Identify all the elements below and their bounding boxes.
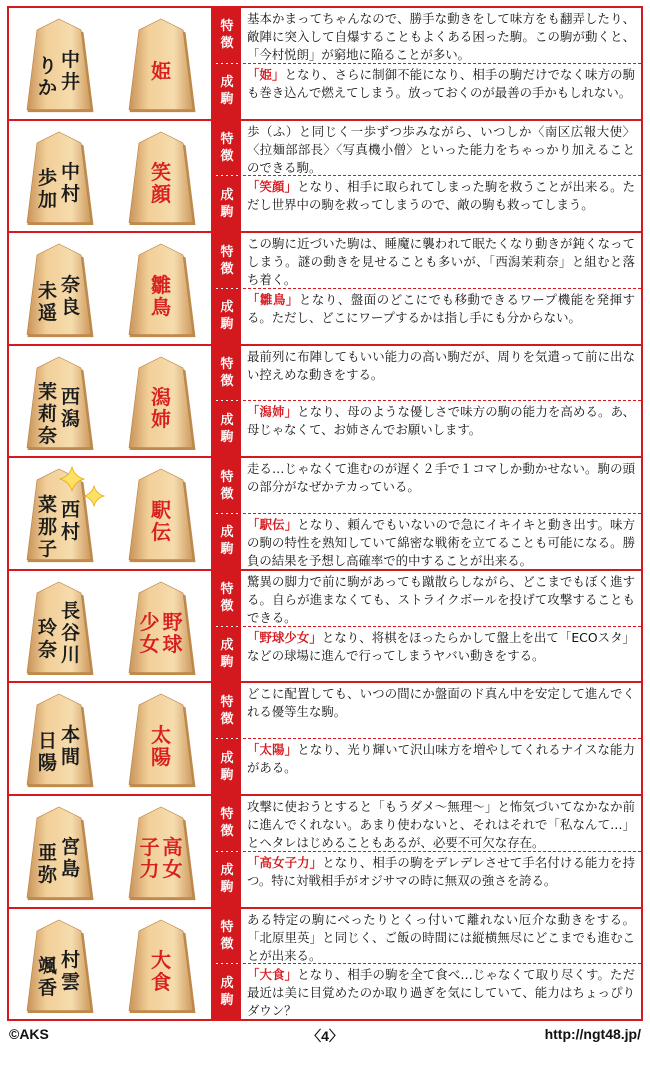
feature-text: 攻撃に使おうとすると「もうダメ〜無理〜」と怖気づいてなかなか前に進んでくれない。あまり使わないと、それはそれで「私なんて…」とヘタレはじめることもあるが、必要不可欠な存在。 — [247, 798, 635, 850]
label-character: 徴 — [220, 36, 234, 52]
character: 村 — [60, 949, 80, 972]
promotion-label — [213, 289, 241, 344]
character: 大 — [151, 948, 171, 973]
label-character: 特 — [220, 357, 234, 373]
character: 女 — [162, 857, 183, 882]
promotion-text — [241, 289, 641, 344]
character-column — [139, 611, 161, 655]
promotion-description: となり、将棋をほったらかして盤上を出て「ECOスタ」などの球場に進んで行ってしまうヤバい動きをする。 — [247, 629, 636, 663]
piece-pair — [9, 8, 213, 119]
piece-characters — [126, 263, 196, 328]
character-column — [60, 274, 82, 318]
character-column — [37, 943, 59, 999]
character: 香 — [37, 977, 57, 1000]
character: 女 — [139, 632, 160, 657]
promotion-section — [213, 63, 641, 119]
character: 伝 — [151, 519, 171, 544]
label-character: 成 — [220, 75, 234, 91]
promotion-section — [213, 288, 641, 344]
character-column — [162, 836, 184, 880]
name-piece — [24, 242, 94, 338]
label-character: 徴 — [220, 711, 234, 727]
character: 奈 — [60, 273, 80, 296]
piece-pair — [9, 796, 213, 907]
piece-characters — [126, 713, 196, 778]
promotion-label — [213, 852, 241, 907]
label-character: 徴 — [220, 936, 234, 952]
feature-section — [213, 571, 641, 626]
details — [213, 346, 641, 457]
piece-characters — [24, 601, 94, 666]
character: 中 — [60, 48, 80, 71]
feature-label — [213, 8, 241, 63]
character-column — [150, 60, 172, 82]
details — [213, 233, 641, 344]
feature-section — [213, 346, 641, 401]
character: 姉 — [151, 407, 171, 432]
character: 雲 — [60, 971, 80, 994]
feature-label — [213, 683, 241, 738]
promoted-piece — [126, 805, 196, 901]
character-column — [60, 949, 82, 993]
feature-label — [213, 346, 241, 401]
character-table — [7, 6, 643, 1021]
character: 島 — [60, 858, 80, 881]
label-character: 成 — [220, 863, 234, 879]
character: 顔 — [151, 182, 171, 207]
label-character: 駒 — [220, 92, 234, 108]
piece-characters — [126, 38, 196, 103]
site-url: http://ngt48.jp/ — [544, 1026, 641, 1042]
character: 間 — [60, 745, 80, 768]
promoted-name-highlight: 「姫」 — [247, 66, 285, 82]
character: 颯 — [37, 955, 57, 978]
feature-label — [213, 233, 241, 288]
promoted-piece — [126, 918, 196, 1014]
promotion-label — [213, 627, 241, 682]
character-column — [150, 499, 172, 543]
name-piece — [24, 355, 94, 451]
character-column — [37, 43, 59, 99]
label-character: 特 — [220, 807, 234, 823]
promotion-description: となり、盤面のどこにでも移動できるワープ機能を発揮する。ただし、どこにワープするかは指し手にも分からない。 — [247, 291, 636, 325]
character-column — [60, 836, 82, 880]
character: 高 — [162, 835, 183, 860]
label-character: 駒 — [220, 542, 234, 558]
character: 長 — [60, 600, 80, 623]
copyright: ©AKS — [9, 1026, 49, 1042]
promotion-description: となり、相手の駒を全て食べ…じゃなくて取り尽くす。ただ最近は美に目覚めたのか取り過ぎを気にしていて、能力はちょっぴりダウン？ — [247, 967, 635, 1019]
piece-characters — [126, 826, 196, 891]
label-character: 徴 — [220, 599, 234, 615]
promotion-section — [213, 851, 641, 907]
feature-text: 驚異の脚力で前に駒があっても蹴散らしながら、どこまでもぼく進する。自らが進まなくても、ストライクボールを投げて攻撃することもできる。 — [247, 573, 635, 625]
page-number: 〈4〉 — [307, 1028, 343, 1044]
feature-section — [213, 683, 641, 738]
promotion-description: となり、相手に取られてしまった駒を救うことが出来る。ただし世界中の駒を救ってしまうので、敵の駒も救ってしまう。 — [247, 179, 636, 213]
footer — [0, 1023, 650, 1045]
promotion-label — [213, 64, 241, 119]
character-column — [37, 718, 59, 774]
character: 子 — [139, 835, 160, 860]
feature-text: この駒に近づいた駒は、睡魔に襲われて眠たくなり動きが鈍くなってしまう。謎の動きを見せることも多いが、「西潟茉莉奈」と組むと落ち着く。 — [247, 236, 635, 288]
promotion-text — [241, 64, 641, 119]
character-column — [139, 836, 161, 880]
label-character: 徴 — [220, 261, 234, 277]
promoted-piece — [126, 17, 196, 113]
character-column — [37, 268, 59, 324]
character: 奈 — [37, 425, 57, 448]
piece-pair — [9, 121, 213, 232]
feature-label — [213, 796, 241, 851]
character-row — [9, 569, 641, 682]
character-column — [37, 830, 59, 886]
feature-text: どこに配置しても、いつの間にか盤面のド真ん中を安定して進んでくれる優等生な駒。 — [247, 686, 635, 720]
feature-label — [213, 121, 241, 176]
feature-section — [213, 8, 641, 63]
character: 宮 — [60, 836, 80, 859]
character-column — [150, 724, 172, 768]
character-column — [60, 386, 82, 430]
promoted-name-highlight: 「太陽」 — [247, 742, 298, 758]
feature-section — [213, 796, 641, 851]
label-character: 特 — [220, 919, 234, 935]
feature-text: 最前列に布陣してもいい能力の高い駒だが、周りを気遣って前に出ない控えめな動きをする。 — [247, 348, 635, 382]
character: り — [37, 54, 57, 77]
character: 村 — [60, 183, 80, 206]
character: 野 — [162, 610, 183, 635]
label-character: 成 — [220, 412, 234, 428]
piece-pair — [9, 909, 213, 1020]
details — [213, 458, 641, 569]
label-character: 駒 — [220, 429, 234, 445]
feature-text: ある特定の駒にべったりとくっ付いて離れない厄介な動きをする。「北原里英」と同じく、ご飯の時間には縦横無尽にどこまでも進むことが出来る。 — [247, 911, 635, 963]
character: 潟 — [151, 385, 171, 410]
name-piece — [24, 692, 94, 788]
promotion-text — [241, 627, 641, 682]
label-character: 徴 — [220, 148, 234, 164]
character-row — [9, 8, 641, 119]
character-row — [9, 794, 641, 907]
promoted-piece — [126, 355, 196, 451]
character: 子 — [37, 537, 57, 560]
promotion-text — [241, 176, 641, 231]
feature-section — [213, 121, 641, 176]
promoted-piece — [126, 692, 196, 788]
promoted-piece — [126, 467, 196, 563]
character: 笑 — [151, 160, 171, 185]
promotion-text — [241, 401, 641, 456]
details — [213, 796, 641, 907]
promoted-name-highlight: 「高女子力」 — [247, 854, 323, 870]
promoted-piece — [126, 242, 196, 338]
promoted-piece — [126, 130, 196, 226]
piece-characters — [126, 151, 196, 216]
label-character: 成 — [220, 525, 234, 541]
name-piece — [24, 805, 94, 901]
character: 陽 — [37, 751, 57, 774]
promotion-description: となり、光り輝いて沢山味方を増やしてくれるナイスな能力がある。 — [247, 742, 635, 776]
details — [213, 909, 641, 1020]
character: 日 — [37, 729, 57, 752]
character: 力 — [139, 857, 160, 882]
name-piece — [24, 918, 94, 1014]
promotion-description: となり、さらに制御不能になり、相手の駒だけでなく味方の駒も巻き込んで燃えてしまう。放っておくのが最善の手かもしれない。 — [247, 66, 636, 100]
promoted-name-highlight: 「潟姉」 — [247, 404, 298, 420]
piece-pair — [9, 346, 213, 457]
character-column — [150, 949, 172, 993]
character: 西 — [60, 498, 80, 521]
label-character: 駒 — [220, 992, 234, 1008]
promotion-text — [241, 852, 641, 907]
promotion-description: となり、相手の駒をデレデレさせて手名付ける能力を持つ。特に対戦相手がオジサマの時に無双の強さを誇る。 — [247, 854, 635, 888]
label-character: 成 — [220, 187, 234, 203]
character: か — [37, 76, 57, 99]
character-row — [9, 456, 641, 569]
details — [213, 571, 641, 682]
promotion-text — [241, 739, 641, 794]
label-character: 成 — [220, 300, 234, 316]
promoted-name-highlight: 「野球少女」 — [247, 629, 322, 645]
character: 球 — [162, 632, 183, 657]
character: 村 — [60, 520, 80, 543]
character: 奈 — [37, 639, 57, 662]
promotion-text — [241, 514, 641, 569]
label-character: 駒 — [220, 654, 234, 670]
character-column — [150, 386, 172, 430]
piece-pair — [9, 683, 213, 794]
label-character: 特 — [220, 244, 234, 260]
character-column — [60, 724, 82, 768]
character-column — [37, 605, 59, 661]
character: 歩 — [37, 167, 57, 190]
character: 本 — [60, 723, 80, 746]
character: 玲 — [37, 617, 57, 640]
character: 川 — [60, 644, 80, 667]
character-row — [9, 119, 641, 232]
piece-characters — [24, 826, 94, 891]
character-column — [60, 49, 82, 93]
details — [213, 8, 641, 119]
character: 駅 — [151, 497, 171, 522]
character-column — [150, 274, 172, 318]
details — [213, 683, 641, 794]
details — [213, 121, 641, 232]
character: 菜 — [37, 493, 57, 516]
label-character: 成 — [220, 750, 234, 766]
character: 中 — [60, 161, 80, 184]
character: 遥 — [37, 301, 57, 324]
character: 亜 — [37, 842, 57, 865]
character: 潟 — [60, 408, 80, 431]
character-column — [150, 161, 172, 205]
promotion-section — [213, 738, 641, 794]
character-column — [60, 161, 82, 205]
label-character: 徴 — [220, 824, 234, 840]
character: 井 — [60, 70, 80, 93]
promotion-description: となり、頼んでもいないので急にイキイキと動き出す。味方の駒の特性を熟知していて綿密な戦術を立てることも可能になる。勝負の結果を予想し高確率で的中することが出来る。 — [247, 517, 635, 569]
feature-label — [213, 458, 241, 513]
name-piece — [24, 130, 94, 226]
label-character: 徴 — [220, 486, 234, 502]
character-column — [37, 155, 59, 211]
promotion-section — [213, 963, 641, 1019]
name-piece — [24, 580, 94, 676]
label-character: 特 — [220, 469, 234, 485]
feature-section — [213, 233, 641, 288]
piece-pair — [9, 233, 213, 344]
piece-characters — [24, 713, 94, 778]
character: 雛 — [151, 272, 171, 297]
name-piece — [24, 17, 94, 113]
character: 弥 — [37, 864, 57, 887]
character: 未 — [37, 279, 57, 302]
feature-label — [213, 909, 241, 964]
character: 太 — [151, 722, 171, 747]
character: 谷 — [60, 622, 80, 645]
label-character: 成 — [220, 975, 234, 991]
label-character: 駒 — [220, 767, 234, 783]
piece-characters — [24, 263, 94, 328]
promotion-section — [213, 626, 641, 682]
promoted-name-highlight: 「駅伝」 — [247, 517, 298, 533]
promotion-description: となり、母のような優しさで味方の駒の能力を高める。あ、母じゃなくて、お姉さんでお願いします。 — [247, 404, 635, 438]
character-row — [9, 344, 641, 457]
character: 加 — [37, 189, 57, 212]
piece-characters — [126, 488, 196, 553]
label-character: 特 — [220, 694, 234, 710]
promotion-label — [213, 514, 241, 569]
label-character: 駒 — [220, 317, 234, 333]
feature-section — [213, 909, 641, 964]
promoted-name-highlight: 「雛鳥」 — [247, 291, 299, 307]
piece-characters — [24, 376, 94, 448]
label-character: 特 — [220, 131, 234, 147]
piece-characters — [24, 38, 94, 103]
character-column — [60, 600, 82, 666]
promoted-piece — [126, 580, 196, 676]
feature-text: 基本かまってちゃんなので、勝手な動きをして味方をも翻弄したり、敵陣に突入して自爆することもよくある困った駒。この駒が動くと、「今村悦朗」が窮地に陥ることが多い。 — [247, 11, 635, 62]
character: 鳥 — [151, 294, 171, 319]
promotion-text — [241, 964, 641, 1019]
character-row — [9, 681, 641, 794]
piece-pair — [9, 571, 213, 682]
promotion-label — [213, 176, 241, 231]
piece-characters — [126, 939, 196, 1004]
label-character: 徴 — [220, 374, 234, 390]
character-column — [37, 482, 59, 560]
feature-text: 走る…じゃなくて進むのが遅く２手で１コマしか動かせない。駒の頭の部分がなぜかテカっている。 — [247, 461, 635, 495]
label-character: 駒 — [220, 204, 234, 220]
label-character: 駒 — [220, 880, 234, 896]
character: 那 — [37, 515, 57, 538]
feature-label — [213, 571, 241, 626]
character-column — [37, 369, 59, 447]
character-column — [162, 611, 184, 655]
promoted-name-highlight: 「大食」 — [247, 967, 298, 983]
character: 西 — [60, 386, 80, 409]
piece-pair — [9, 458, 213, 569]
piece-characters — [126, 601, 196, 666]
sparkle-icon — [59, 466, 105, 512]
character-row — [9, 231, 641, 344]
promotion-section — [213, 513, 641, 569]
character: 良 — [60, 295, 80, 318]
character-row — [9, 907, 641, 1020]
promotion-section — [213, 175, 641, 231]
character: 食 — [151, 970, 171, 995]
promotion-label — [213, 401, 241, 456]
character: 少 — [139, 610, 160, 635]
piece-characters — [24, 939, 94, 1004]
promotion-label — [213, 739, 241, 794]
label-character: 特 — [220, 19, 234, 35]
piece-characters — [126, 376, 196, 441]
character: 姫 — [151, 58, 171, 83]
feature-text: 歩（ふ）と同じく一歩ずつ歩みながら、いつしか〈南区広報大使〉〈拉麺部部長〉〈写真機小僧〉といった能力をちゃっかり加えることのできる駒。 — [247, 123, 635, 175]
label-character: 成 — [220, 637, 234, 653]
character: 陽 — [151, 744, 171, 769]
promotion-label — [213, 964, 241, 1019]
feature-section — [213, 458, 641, 513]
label-character: 特 — [220, 582, 234, 598]
character: 茉 — [37, 381, 57, 404]
piece-characters — [24, 151, 94, 216]
promoted-name-highlight: 「笑顔」 — [247, 179, 298, 195]
promotion-section — [213, 400, 641, 456]
character: 莉 — [37, 403, 57, 426]
